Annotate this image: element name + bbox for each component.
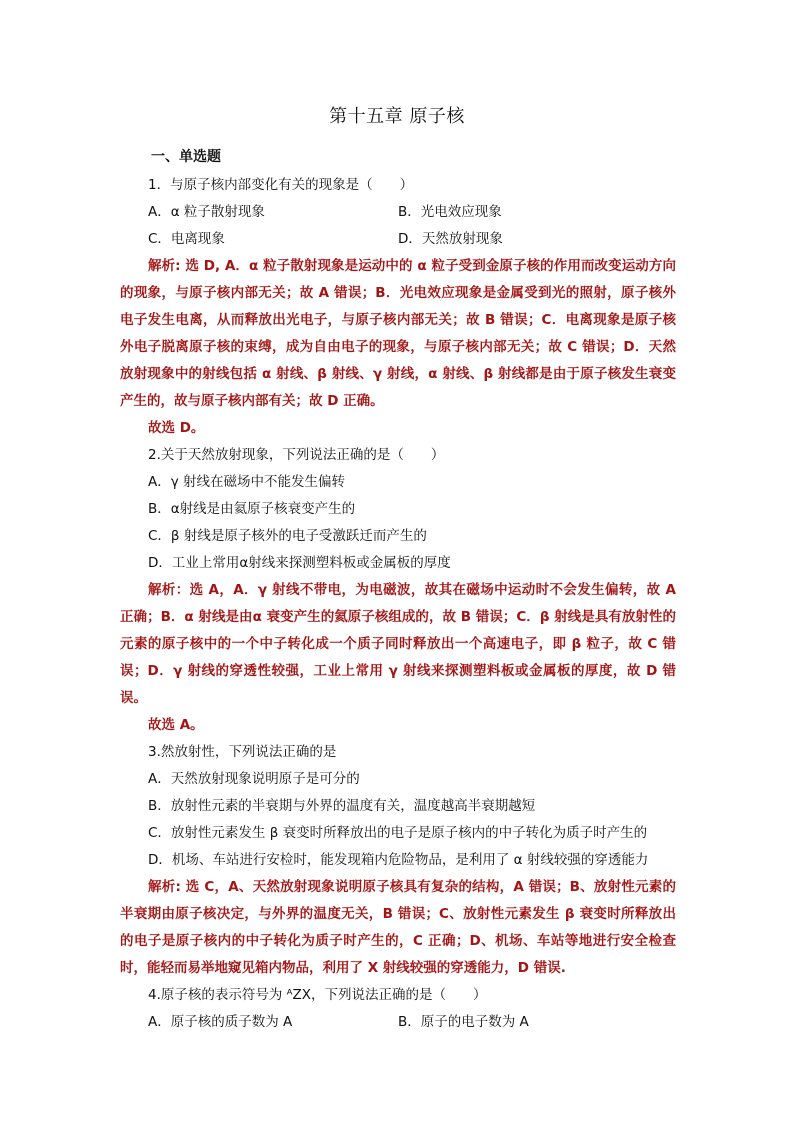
option-a: A．γ 射线在磁场中不能发生偏转 [148,474,346,490]
option-d: D．工业上常用α射线来探测塑料板或金属板的厚度 [148,555,451,571]
section-heading: 一、单选题 [151,149,221,165]
option-b: B．光电效应现象 [398,204,502,220]
option-c: C．电离现象 [148,231,225,247]
question-1-options-row-1 [148,199,794,226]
question-3-stem: 3.然放射性，下列说法正确的是 [148,744,337,760]
question-4-stem: 4.原子核的表示符号为 ᴬZX，下列说法正确的是（ ） [148,987,487,1003]
option-d: D．天然放射现象 [398,231,503,247]
option-c: C．β 射线是原子核外的电子受激跃迁而产生的 [148,528,427,544]
option-a: A．天然放射现象说明原子是可分的 [148,771,360,787]
chapter-title: 第十五章 原子核 [329,106,465,127]
question-4-options-row-1 [148,1009,794,1036]
question-2-conclusion: 故选 A。 [148,717,204,733]
option-c: C．放射性元素发生 β 衰变时所释放出的电子是原子核内的中子转化为质子时产生的 [148,825,648,841]
question-1-stem: 1．与原子核内部变化有关的现象是（ ） [148,177,414,193]
question-3-analysis: 解析: 选 C，A、天然放射现象说明原子核具有复杂的结构，A 错误；B、放射性元素的半衰期由原子核决定，与外界的温度无关，B 错误；C、放射性元素发生 β 衰变时所释放出的电子是原子核内的中子转化为质子时产生的，C 正确；D、机场、车站等地进行安全检查时，能轻而易举地窥见箱内物品，利用了 X 射线较强的穿透能力，D 错误. [120,879,676,976]
question-1-conclusion: 故选 D。 [148,420,205,436]
option-b: B．放射性元素的半衰期与外界的温度有关，温度越高半衰期越短 [148,798,536,814]
question-1-analysis: 解析: 选 D, A．α 粒子散射现象是运动中的 α 粒子受到金原子核的作用而改变运动方向的现象，与原子核内部无关；故 A 错误；B．光电效应现象是金属受到光的照射，原子核外电子发生电离，从而释放出光电子，与原子核内部无关；故 B 错误；C．电离现象是原子核外电子脱离原子核的束缚，成为自由电子的现象，与原子核内部无关；故 C 错误；D．天然放射现象中的射线包括 α 射线、β 射线、γ 射线，α 射线、β 射线都是由于原子核发生衰变产生的，故与原子核内部有关；故 D 正确。 [120,258,676,409]
question-2-analysis: 解析：选 A，A．γ 射线不带电，为电磁波，故其在磁场中运动时不会发生偏转，故 A 正确；B．α 射线是由α 衰变产生的氦原子核组成的，故 B 错误；C．β 射线是具有放射性的元素的原子核中的一个中子转化成一个质子同时释放出一个高速电子，即 β 粒子，故 C 错误；D．γ 射线的穿透性较强，工业上常用 γ 射线来探测塑料板或金属板的厚度，故 D 错误。 [120,582,676,706]
option-a: A．α 粒子散射现象 [148,204,265,220]
question-2-stem: 2.关于天然放射现象，下列说法正确的是（ ） [148,447,445,463]
option-d: D．机场、车站进行安检时，能发现箱内危险物品，是利用了 α 射线较强的穿透能力 [148,852,649,868]
question-1-options-row-2 [148,226,794,253]
document-body [0,172,794,1036]
option-b: B．α射线是由氦原子核衰变产生的 [148,501,356,517]
option-b: B．原子的电子数为 A [398,1014,529,1030]
option-a: A．原子核的质子数为 A [148,1014,293,1030]
